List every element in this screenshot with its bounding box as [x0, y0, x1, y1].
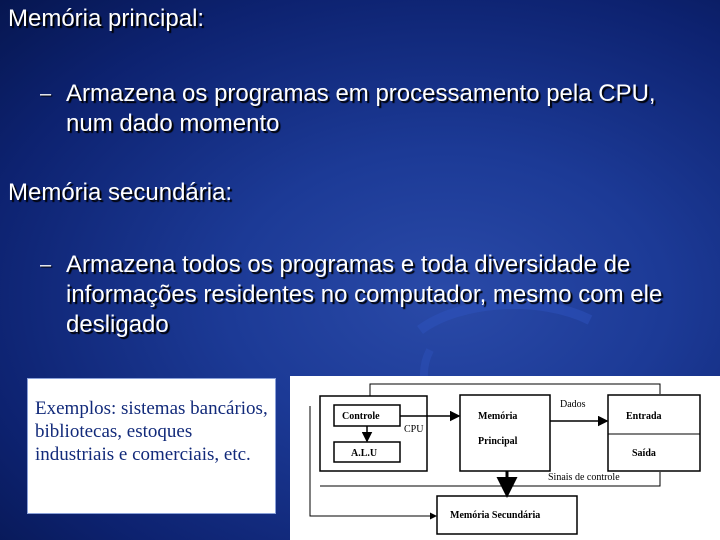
- memoria-principal-box: [460, 395, 550, 471]
- secondary-loop-line: [310, 406, 436, 516]
- principal-label: Principal: [478, 436, 518, 447]
- dados-arrow: [370, 384, 660, 396]
- bullet-text-secundaria: Armazena todos os programas e toda diversidade de informações residentes no computador, mesmo com ele desligado: [66, 251, 663, 338]
- bullet-text-principal: Armazena os programas em processamento pela CPU, num dado momento: [66, 80, 656, 137]
- architecture-diagram-svg: [290, 376, 720, 540]
- memoria-secundaria-label: Memória Secundária: [450, 510, 541, 521]
- sinais-label: Sinais de controle: [548, 472, 620, 483]
- bullet-dash: –: [40, 254, 52, 276]
- bullet-dash: –: [40, 83, 52, 105]
- alu-label: A.L.U: [351, 448, 378, 459]
- controle-label: Controle: [342, 411, 380, 422]
- heading-memoria-secundaria: Memória secundária:: [8, 179, 233, 206]
- bullet-item-principal: [40, 79, 700, 141]
- cpu-label: CPU: [404, 424, 424, 435]
- bullet-item-secundaria: [40, 250, 700, 345]
- entrada-saida-box: [608, 395, 700, 471]
- dados-label: Dados: [560, 399, 586, 410]
- entrada-label: Entrada: [626, 411, 662, 422]
- examples-box: Exemplos: sistemas bancários, bibliotecas, estoques industriais e comerciais, etc.: [27, 378, 276, 514]
- saida-label: Saída: [632, 448, 656, 459]
- memoria-label: Memória: [478, 411, 518, 422]
- computer-architecture-diagram: [290, 376, 720, 540]
- heading-memoria-principal: Memória principal:: [8, 5, 205, 32]
